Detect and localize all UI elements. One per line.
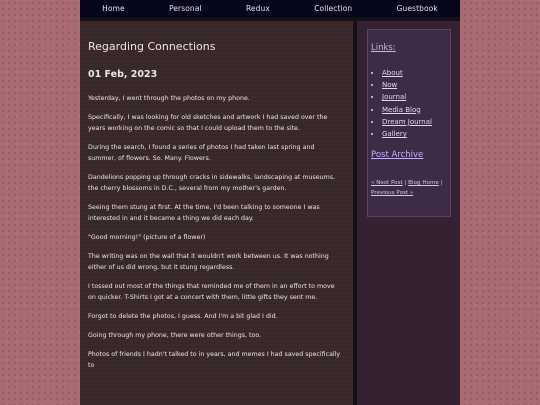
post-date: 01 Feb, 2023 [88, 69, 158, 80]
nav-personal[interactable]: Personal [168, 4, 202, 13]
sidebar [357, 21, 460, 405]
post-paragraph: The writing was on the wall that it wouldn't work between us. It was nothing either of us did wrong, but it stung regardless. [88, 253, 329, 271]
sidebar-box [367, 29, 451, 217]
post-body [88, 93, 342, 379]
link-item [382, 79, 452, 91]
post-title: Regarding Connections [88, 40, 216, 53]
archive-heading: Post Archive [371, 150, 424, 160]
nav-collection[interactable]: Collection [314, 4, 353, 13]
link-about[interactable]: About [382, 69, 403, 77]
post-paragraph: Specifically, I was looking for old sketches and artwork I had saved over the years working on the comic so that I could upload them to the site. [88, 114, 328, 132]
post-paragraph: Yesterday, I went through the photos on my phone. [88, 95, 250, 102]
link-item [382, 128, 452, 140]
separator: | [438, 180, 443, 186]
top-nav [80, 0, 460, 17]
nav-redux[interactable]: Redux [245, 4, 270, 13]
post-paragraph: "Good morning!" (picture of a flower) [88, 234, 206, 241]
links-heading: Links: [371, 43, 396, 53]
next-post-link[interactable]: « Next Post [371, 180, 403, 186]
post-paragraph: Going through my phone, there were other things, too. [88, 332, 262, 339]
post-paragraph: I tossed out most of the things that reminded me of them in an effort to move on quicker. T-Shirts I got at a concert with them, little gifts they sent me. [88, 283, 335, 301]
link-item [382, 91, 452, 103]
post-paragraph: Photos of friends I hadn't talked to in years, and memes I had saved specifically to [88, 351, 341, 369]
link-item [382, 116, 452, 128]
link-dream-journal[interactable]: Dream Journal [382, 117, 432, 126]
link-now[interactable]: Now [382, 81, 398, 90]
post-paragraph: Seeing them stung at first. At the time, I'd been talking to someone I was interested in and it became a thing we did each day. [88, 204, 320, 222]
link-item [382, 67, 452, 79]
link-journal[interactable]: Journal [382, 93, 407, 102]
link-gallery[interactable]: Gallery [382, 130, 407, 139]
post-content [80, 21, 353, 405]
nav-home[interactable]: Home [102, 4, 125, 13]
post-paragraph: Forgot to delete the photos, I guess. And I'm a bit glad I did. [88, 313, 278, 320]
previous-post-link[interactable]: Previous Post » [371, 190, 414, 196]
link-media-blog[interactable]: Media Blog [382, 105, 421, 114]
links-list [372, 67, 452, 140]
nav-guestbook[interactable]: Guestbook [396, 4, 438, 13]
post-archive-nav [371, 178, 449, 198]
post-paragraph: During the search, I found a series of photos I had taken last spring and summer, of flowers. So. Many. Flowers. [88, 144, 315, 162]
blog-home-link[interactable]: Blog Home [408, 180, 439, 186]
post-paragraph: Dandelions popping up through cracks in sidewalks, landscaping at museums, the cherry blossoms in D.C., several from my mother's garden. [88, 174, 336, 192]
link-item [382, 104, 452, 116]
separator: | [402, 180, 409, 186]
